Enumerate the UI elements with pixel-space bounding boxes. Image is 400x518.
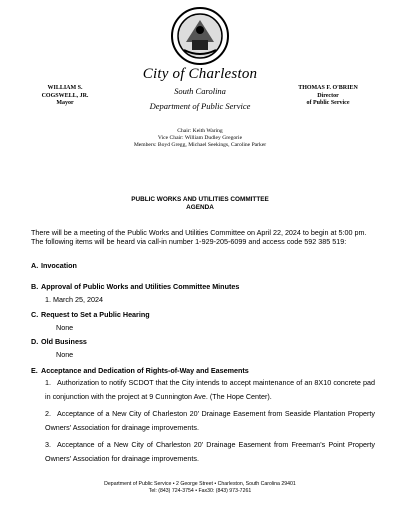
section-letter: E. bbox=[31, 366, 38, 375]
section-title: Old Business bbox=[41, 337, 87, 346]
mayor-name-line2: COGSWELL, JR. bbox=[41, 92, 89, 99]
director-title-line2: of Public Service bbox=[306, 100, 350, 106]
footer-phone: Tel: (843) 724-3754 • Fax30: (843) 973-7261 bbox=[148, 488, 252, 494]
footer-address: Department of Public Service • 2 George Street • Charleston, South Carolina 29401 bbox=[104, 481, 296, 487]
section-title: Acceptance and Dedication of Rights-of-Way and Easements bbox=[41, 366, 249, 375]
section-c bbox=[31, 310, 150, 319]
agenda-subtitle: AGENDA bbox=[186, 204, 214, 211]
section-title: Request to Set a Public Hearing bbox=[41, 310, 150, 319]
item-number: 1. bbox=[45, 378, 51, 387]
item-text: Acceptance of a New City of Charleston 20' Drainage Easement from Seaside Plantation Property Owners' Association for drainage improvements. bbox=[45, 409, 375, 432]
easement-item bbox=[45, 376, 375, 404]
section-d bbox=[31, 337, 87, 346]
director-block bbox=[278, 85, 378, 108]
committee-members bbox=[80, 128, 320, 149]
section-letter: A. bbox=[31, 261, 39, 270]
director-title-line1: Director bbox=[317, 92, 339, 99]
chair: Chair: Keith Waring bbox=[177, 128, 223, 134]
section-a bbox=[31, 261, 77, 270]
director-name: THOMAS F. O'BRIEN bbox=[298, 85, 358, 91]
members: Members: Boyd Gregg, Michael Seekings, Caroline Parker bbox=[133, 142, 267, 148]
agenda-heading bbox=[60, 196, 340, 212]
mayor-name-line1: WILLIAM S. bbox=[47, 85, 83, 91]
item-number: 3. bbox=[45, 440, 51, 449]
meeting-intro: There will be a meeting of the Public Works and Utilities Committee on April 22, 2024 to begin at 5:00 pm. The following items will be heard via call-in number 1-929-205-6099 and access code 592 385 519: bbox=[31, 228, 367, 246]
item-number: 2. bbox=[45, 409, 51, 418]
city-seal-icon bbox=[170, 6, 230, 66]
section-title: Approval of Public Works and Utilities Committee Minutes bbox=[41, 282, 240, 291]
easement-item bbox=[45, 407, 375, 435]
section-e bbox=[31, 366, 249, 375]
agenda-title: PUBLIC WORKS AND UTILITIES COMMITTEE bbox=[131, 196, 269, 203]
mayor-title: Mayor bbox=[56, 100, 74, 106]
item-text: Acceptance of a New City of Charleston 20' Drainage Easement from Freeman's Point Property Owners' Association for drainage improvements. bbox=[45, 440, 375, 463]
section-letter: D. bbox=[31, 337, 39, 346]
vice-chair: Vice Chair: William Dudley Gregorie bbox=[157, 135, 243, 141]
easement-item bbox=[45, 438, 375, 466]
item-text: Authorization to notify SCDOT that the City intends to accept maintenance of an 8X10 concrete pad in conjunction with the project at 9 Cunnington Ave. (The Hope Center). bbox=[45, 378, 375, 401]
city-name: City of Charleston bbox=[142, 66, 258, 82]
section-b bbox=[31, 282, 239, 291]
mayor-block bbox=[25, 85, 105, 108]
section-c-none: None bbox=[56, 323, 74, 332]
section-letter: C. bbox=[31, 310, 39, 319]
minutes-item: 1. March 25, 2024 bbox=[45, 295, 103, 304]
section-title: Invocation bbox=[41, 261, 77, 270]
section-letter: B. bbox=[31, 282, 39, 291]
section-d-none: None bbox=[56, 350, 74, 359]
department-name: Department of Public Service bbox=[149, 101, 251, 111]
state-name: South Carolina bbox=[174, 86, 226, 96]
page-footer bbox=[60, 481, 340, 495]
